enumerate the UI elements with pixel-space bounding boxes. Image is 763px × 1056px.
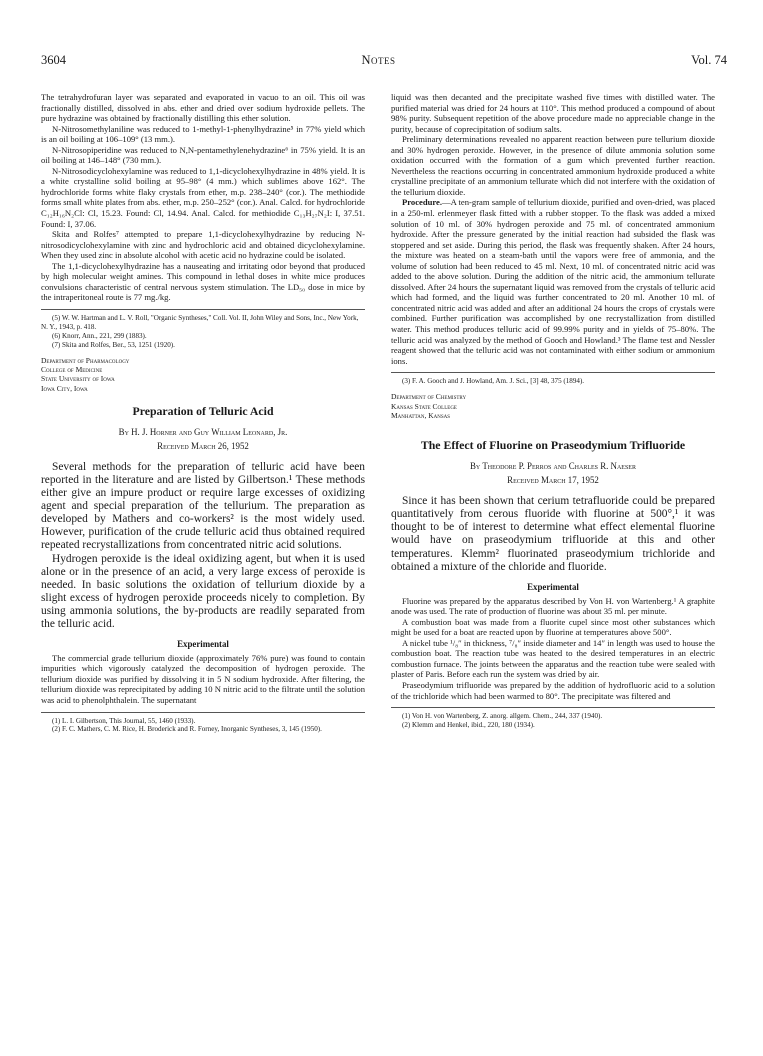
received-date: Received March 17, 1952 xyxy=(507,475,599,486)
procedure-label: Procedure. xyxy=(402,197,443,208)
volume-label: Vol. 74 xyxy=(691,52,727,67)
section-heading: Experimental xyxy=(527,581,579,592)
paragraph: Preliminary determinations revealed no apparent reaction between pure tellurium dioxide and 30% hydrogen peroxide. However, in the presence of dilute ammonia solution some oxidation occurred with the formation of a gum which prevented further reaction. Nevertheless the reactions occurring in concentrated ammonium hydroxide produced a white crystalline precipitate of an ammonium tellurate which did not interfere with the oxidation of the tellurium dioxide. xyxy=(391,134,715,197)
footnote: (5) W. W. Hartman and L. V. Roll, "Organic Syntheses," Coll. Vol. II, John Wiley and Sons, Inc., New York, N. Y., 1943, p. 418. xyxy=(41,313,359,331)
footnote-rule xyxy=(391,372,715,373)
affiliation-address xyxy=(41,356,365,394)
paragraph: Several methods for the preparation of telluric acid have been reported in the literature and are listed by Gilbertson.¹ These methods either give an impure product or require large excesses of oxidizing agent and special preparation of the tellurium. The preparation as developed by Mathers and co-workers² is the most widely used. However, purification of the crude telluric acid thus obtained required repeated recrystallizations from concentrated nitric acid solutions. xyxy=(41,461,365,552)
footnote: (1) L. I. Gilbertson, This Journal, 55, 1460 (1933). xyxy=(52,716,196,725)
footnote: (1) Von H. von Wartenberg, Z. anorg. allgem. Chem., 244, 337 (1940). xyxy=(402,712,603,721)
footnote: (6) Knorr, Ann., 221, 299 (1883). xyxy=(52,331,147,340)
paragraph: The tetrahydrofuran layer was separated and evaporated in vacuo to an oil. This oil was fractionally distilled, dissolved in abs. ether and dried over sodium hydroxide pellets. The pure hydrazine was obtained by fractionally distilling this ether solution. xyxy=(41,92,365,124)
address-line: Kansas State College xyxy=(391,401,457,411)
right-column xyxy=(391,92,715,730)
footnote-rule xyxy=(41,712,365,713)
page-number: 3604 xyxy=(41,52,66,67)
address-line: Department of Chemistry xyxy=(391,392,467,402)
paragraph: N-Nitrosopiperidine was reduced to N,N-pentamethylenehydrazine⁶ in 75% yield. It is an oil boiling at 146–148° (730 mm.). xyxy=(41,144,365,166)
address-line: College of Medicine xyxy=(41,364,103,374)
article-title: Preparation of Telluric Acid xyxy=(132,404,274,419)
footnote: (2) F. C. Mathers, C. M. Rice, H. Broderick and R. Forney, Inorganic Syntheses, 3, 145 (1950). xyxy=(52,725,322,734)
paragraph: N-Nitrosodicyclohexylamine was reduced to 1,1-dicyclohexylhydrazine in 48% yield. It is a white crystalline solid boiling at 95–98° (4 mm.) which sublimes above 162°. The hydrochloride forms white flaky crystals from ether, m.p. 238–240° (cor.). The methiodide forms small white plates from abs. ether, m.p. 250–252° (cor.). Anal. Calcd. for hydrochloride C₁₂H₁₆N₂Cl: Cl, 15.23. Found: Cl, 14.94. Anal. Calcd. for methiodide C₁₃H₂₇N₂I: I, 37.51. Found: I, 37.06. xyxy=(41,165,365,229)
article-authors: By Theodore P. Perros and Charles R. Naeser xyxy=(470,461,636,472)
footnote: (3) F. A. Gooch and J. Howland, Am. J. Sci., [3] 48, 375 (1894). xyxy=(402,377,585,386)
address-line: Manhattan, Kansas xyxy=(391,410,451,420)
article-title: The Effect of Fluorine on Praseodymium Trifluoride xyxy=(420,438,686,453)
procedure-text: —A ten-gram sample of tellurium dioxide, purified and oven-dried, was placed in a 250-ml. erlenmeyer flask fitted with a rubber stopper. To the flask was added a mixed solution of 10 ml. of 30% hydrogen peroxide and 75 ml. of concentrated ammonium hydroxide. After the pressure generated by the initial reaction had subsided the flask was stoppered and set aside. During this period, the flask was frequently shaken. After 24 hours, the mixture was heated on a steam-bath until the vapors were free of ammonia, and the volume of solution had been reduced to 45 ml. Next, 10 ml. of concentrated nitric acid was added to the above solution. During the addition of the nitric acid, the ammonium tellurate dissolved. After 24 hours the supernatant liquid was removed from the crystals of telluric acid which had formed, and the liquid was further concentrated to 20 ml. Another 10 ml. of concentrated nitric acid was added and after an additional 24 hours the crops of crystals were combined. Further purification was accomplished by one recrystallization from distilled water. This method produces telluric acid of 99.99% purity and in yields of 75–80%. The telluric acid was analyzed by the method of Gooch and Howland.³ The flame test and Nessler reagent showed that the telluric acid was not contaminated with either sodium or ammonium ions. xyxy=(391,197,715,366)
address-line: State University of Iowa xyxy=(41,374,115,384)
left-column xyxy=(41,92,365,734)
received-date: Received March 26, 1952 xyxy=(157,441,249,452)
address-line: Iowa City, Iowa xyxy=(41,383,88,393)
address-line: Department of Pharmacology xyxy=(41,355,130,365)
section-title: Notes xyxy=(361,52,396,67)
paragraph: A combustion boat was made from a fluorite cupel since most other substances which might be used for a boat are reacted upon by fluorine at temperatures above 500°. xyxy=(391,616,715,638)
section-heading: Experimental xyxy=(177,638,229,649)
paragraph: Praseodymium trifluoride was prepared by the addition of hydrofluoric acid to a solution of the trichloride which had been warmed to 80°. The precipitate was filtered and xyxy=(391,680,715,701)
paragraph: Since it has been shown that cerium tetrafluoride could be prepared quantitatively from cerous fluoride with fluorine at 500°,¹ it was thought to be of interest to determine what effect elemental fluorine would have on praseodymium trifluoride at this and other temperatures. Klemm² fluorinated praseodymium trichloride and obtained a mixture of the chloride and fluoride. xyxy=(391,495,715,573)
paragraph: A nickel tube ¹/₈″ in thickness, ⁷/₈″ inside diameter and 14″ in length was used to house the combustion boat. The reaction tube was heated to the desired temperatures in an electric combustion furnace. The joints between the apparatus and the reaction tube were sealed with plaster of Paris. Before each run the system was dried by air. xyxy=(391,637,715,680)
paragraph: N-Nitrosomethylaniline was reduced to 1-methyl-1-phenylhydrazine⁵ in 77% yield which is an oil boiling at 106–109° (13 mm.). xyxy=(41,123,365,145)
paragraph: The commercial grade tellurium dioxide (approximately 76% pure) was found to contain impurities which vigorously catalyzed the decomposition of hydrogen peroxide. The tellurium dioxide was purified by dissolving it in 5 N sodium hydroxide. After filtering, the tellurium dioxide was reprecipitated by adding 10 N nitric acid to the filtrate until the solution was acid to phenolphthalein. The supernatant xyxy=(41,652,365,705)
paragraph xyxy=(391,197,715,366)
page-header xyxy=(41,52,727,68)
paragraph: Skita and Rolfes⁷ attempted to prepare 1,1-dicyclohexylhydrazine by reducing N-nitrosodicyclohexylamine with zinc and hydrochloric acid and obtained dicyclohexylamine. When they used zinc in absolute alcohol with acetic acid no hydrazine could be isolated. xyxy=(41,229,365,261)
footnote-rule xyxy=(391,707,715,708)
paragraph: Fluorine was prepared by the apparatus described by Von H. von Wartenberg.¹ A graphite anode was used. The rate of production of fluorine was about 35 ml. per minute. xyxy=(391,595,715,617)
footnote: (2) Klemm and Henkel, ibid., 220, 180 (1934). xyxy=(402,721,535,729)
footnote: (7) Skita and Rolfes, Ber., 53, 1251 (1920). xyxy=(52,340,175,349)
paragraph: The 1,1-dicyclohexylhydrazine has a nauseating and irritating odor beyond that produced by high molecular weight amines. This compound in lethal doses in white mice produces convulsions characteristic of central nervous system stimulation. The LD₅₀ dose in mice by the intraperitoneal route is 77 mg./kg. xyxy=(41,260,365,303)
footnote-rule xyxy=(41,309,365,310)
affiliation-address xyxy=(391,392,715,420)
paragraph: Hydrogen peroxide is the ideal oxidizing agent, but when it is used alone or in the presence of an acid, a very large excess of peroxide is needed. In basic solutions the oxidation of tellurium dioxide by a slight excess of hydrogen peroxide proceeds nicely to completion. By using ammonia solutions, the by-products are readily separated from the telluric acid. xyxy=(41,552,365,630)
article-authors: By H. J. Horner and Guy William Leonard, Jr. xyxy=(118,427,288,438)
paragraph: liquid was then decanted and the precipitate washed five times with distilled water. The purified material was dried for 24 hours at 110°. This method produced a compound of about 98% purity. Subsequent repetition of the above procedure made no appreciable change in the purity, because of coprecipitation of sodium salts. xyxy=(391,92,715,134)
